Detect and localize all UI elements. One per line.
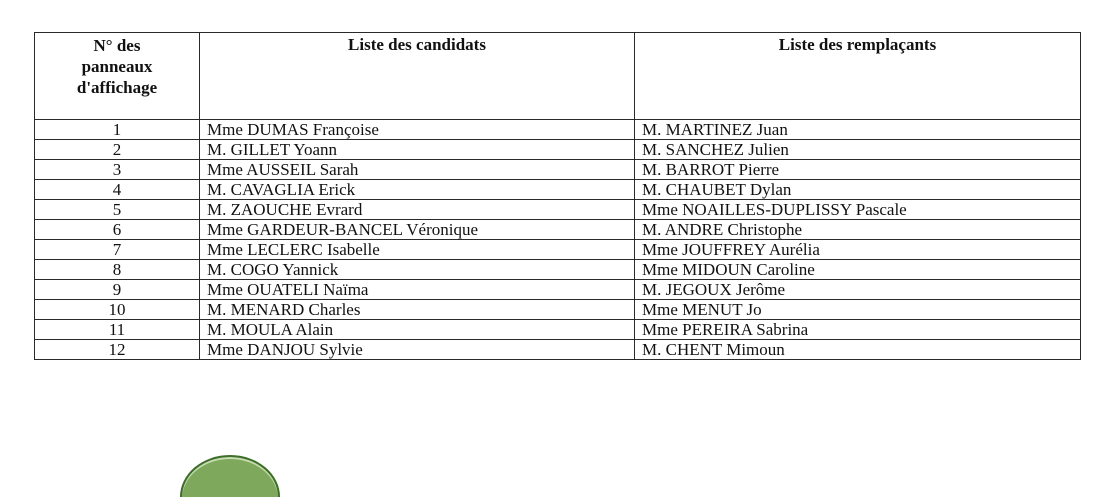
header-substitutes: Liste des remplaçants xyxy=(635,33,1081,120)
panel-number-cell: 12 xyxy=(35,340,200,360)
substitute-cell: M. BARROT Pierre xyxy=(635,160,1081,180)
table-row xyxy=(35,160,1081,180)
candidate-cell: Mme DANJOU Sylvie xyxy=(200,340,635,360)
substitute-cell: Mme MIDOUN Caroline xyxy=(635,260,1081,280)
table-header xyxy=(35,33,1081,120)
table-row xyxy=(35,200,1081,220)
panel-number-cell: 9 xyxy=(35,280,200,300)
candidate-cell: M. MENARD Charles xyxy=(200,300,635,320)
panel-number-cell: 8 xyxy=(35,260,200,280)
panel-number-cell: 7 xyxy=(35,240,200,260)
panel-number-cell: 4 xyxy=(35,180,200,200)
seal-stamp xyxy=(180,455,280,497)
table-body xyxy=(35,120,1081,360)
candidate-cell: Mme AUSSEIL Sarah xyxy=(200,160,635,180)
substitute-cell: Mme JOUFFREY Aurélia xyxy=(635,240,1081,260)
table-row xyxy=(35,180,1081,200)
candidate-cell: Mme DUMAS Françoise xyxy=(200,120,635,140)
header-panel-number xyxy=(35,33,200,120)
substitute-cell: Mme MENUT Jo xyxy=(635,300,1081,320)
panel-number-cell: 10 xyxy=(35,300,200,320)
candidate-cell: M. COGO Yannick xyxy=(200,260,635,280)
substitute-cell: M. ANDRE Christophe xyxy=(635,220,1081,240)
table-row xyxy=(35,340,1081,360)
panel-number-cell: 5 xyxy=(35,200,200,220)
candidate-cell: Mme LECLERC Isabelle xyxy=(200,240,635,260)
substitute-cell: M. CHAUBET Dylan xyxy=(635,180,1081,200)
table-row xyxy=(35,320,1081,340)
candidate-cell: M. ZAOUCHE Evrard xyxy=(200,200,635,220)
substitute-cell: M. CHENT Mimoun xyxy=(635,340,1081,360)
candidate-cell: M. CAVAGLIA Erick xyxy=(200,180,635,200)
panel-number-cell: 3 xyxy=(35,160,200,180)
candidate-cell: Mme OUATELI Naïma xyxy=(200,280,635,300)
candidate-cell: M. MOULA Alain xyxy=(200,320,635,340)
table-row xyxy=(35,220,1081,240)
table-row xyxy=(35,260,1081,280)
substitute-cell: M. SANCHEZ Julien xyxy=(635,140,1081,160)
table-row xyxy=(35,280,1081,300)
table-row xyxy=(35,300,1081,320)
table-row xyxy=(35,240,1081,260)
header-panel-number-line-3: d'affichage xyxy=(76,78,158,97)
header-row xyxy=(35,33,1081,120)
table-row xyxy=(35,120,1081,140)
substitute-cell: Mme NOAILLES-DUPLISSY Pascale xyxy=(635,200,1081,220)
header-candidates: Liste des candidats xyxy=(200,33,635,120)
panel-number-cell: 1 xyxy=(35,120,200,140)
header-panel-number-line-2: panneaux xyxy=(81,57,153,76)
substitute-cell: M. MARTINEZ Juan xyxy=(635,120,1081,140)
header-panel-number-line-1: N° des xyxy=(93,36,141,55)
panel-number-cell: 2 xyxy=(35,140,200,160)
table-row xyxy=(35,140,1081,160)
candidate-cell: Mme GARDEUR-BANCEL Véronique xyxy=(200,220,635,240)
candidate-cell: M. GILLET Yoann xyxy=(200,140,635,160)
substitute-cell: Mme PEREIRA Sabrina xyxy=(635,320,1081,340)
substitute-cell: M. JEGOUX Jerôme xyxy=(635,280,1081,300)
candidates-table xyxy=(34,32,1081,360)
panel-number-cell: 11 xyxy=(35,320,200,340)
panel-number-cell: 6 xyxy=(35,220,200,240)
